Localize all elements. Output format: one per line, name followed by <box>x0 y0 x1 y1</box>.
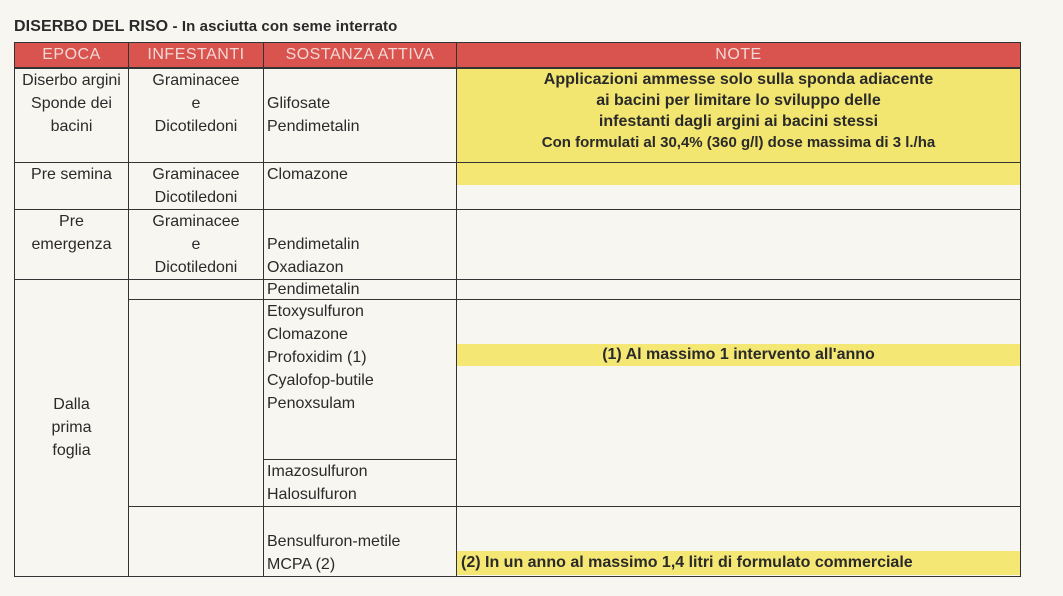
row-diserbo-argini <box>15 68 1021 162</box>
cell-epoca-r3 <box>15 209 129 279</box>
sostanza-line: Clomazone <box>267 165 348 183</box>
epoca-line: foglia <box>52 442 91 459</box>
cell-infestanti-r3 <box>129 209 264 279</box>
cell-note-r4a <box>457 279 1021 299</box>
cell-sostanza-r1 <box>264 68 457 162</box>
sostanza-line: Bensulfuron-metile <box>267 532 401 550</box>
sostanza-line: Etoxysulfuron <box>267 302 364 320</box>
cell-sostanza-r4a <box>264 279 457 299</box>
cell-infestanti-r4b <box>129 299 264 506</box>
document-title <box>14 18 397 36</box>
highlight-band <box>457 163 1020 185</box>
header-infestanti: INFESTANTI <box>129 43 264 69</box>
row-dalla-prima-foglia-1 <box>15 279 1021 299</box>
infestanti-line: e <box>191 95 201 112</box>
row-dalla-prima-foglia-4 <box>15 506 1021 576</box>
infestanti-line: Dicotiledoni <box>154 258 238 276</box>
title-main: DISERBO DEL RISO <box>14 18 169 35</box>
epoca-line: Sponde dei <box>31 95 112 112</box>
title-sub: - In asciutta con seme interrato <box>168 18 398 35</box>
row-pre-semina <box>15 162 1021 209</box>
sostanza-line: MCPA (2) <box>267 555 336 573</box>
infestanti-line: e <box>191 235 201 253</box>
note-line: infestanti dagli argini ai bacini stessi <box>598 113 879 130</box>
note-mcpa: (2) In un anno al massimo 1,4 litri di formulato commerciale <box>461 553 913 571</box>
infestanti-line: Graminacee <box>152 72 240 89</box>
herbicide-table <box>14 42 1021 577</box>
cell-infestanti-r2 <box>129 162 264 209</box>
sostanza-line: Pendimetalin <box>267 280 360 298</box>
sostanza-line: Oxadiazon <box>267 258 344 276</box>
epoca-line: prima <box>51 419 92 436</box>
sostanza-line: Cyalofop-butile <box>267 371 374 389</box>
epoca-line: emergenza <box>31 235 112 253</box>
cell-infestanti-r4d <box>129 506 264 576</box>
infestanti-line: Graminacee <box>152 212 240 230</box>
infestanti-line: Dicotiledoni <box>154 188 238 206</box>
cell-sostanza-r4d <box>264 506 457 576</box>
infestanti-line: Graminacee <box>152 165 240 183</box>
sostanza-line: Halosulfuron <box>267 485 357 503</box>
cell-sostanza-r3 <box>264 209 457 279</box>
sostanza-line: Pendimetalin <box>267 118 360 135</box>
epoca-line: bacini <box>50 118 93 135</box>
sostanza-line: Pendimetalin <box>267 235 360 253</box>
row-pre-emergenza <box>15 209 1021 279</box>
cell-note-r4b <box>457 299 1021 506</box>
header-note: NOTE <box>457 43 1021 69</box>
header-row <box>15 43 1021 69</box>
note-line: Con formulati al 30,4% (360 g/l) dose massima di 3 l./ha <box>541 134 936 151</box>
epoca-line: Dalla <box>53 396 90 413</box>
cell-epoca-r4 <box>15 279 129 576</box>
cell-note-r3 <box>457 209 1021 279</box>
note-line: Applicazioni ammesse solo sulla sponda adiacente <box>543 71 934 88</box>
note-profoxidim: (1) Al massimo 1 intervento all'anno <box>602 345 875 363</box>
sostanza-line: Profoxidim (1) <box>267 348 367 366</box>
infestanti-line: Dicotiledoni <box>154 118 238 135</box>
header-epoca: EPOCA <box>15 43 129 69</box>
epoca-line: Pre <box>59 212 84 230</box>
epoca-line: Diserbo argini <box>22 72 121 89</box>
cell-infestanti-r4a <box>129 279 264 299</box>
row-dalla-prima-foglia-2 <box>15 299 1021 459</box>
cell-epoca-r1 <box>15 68 129 162</box>
header-sostanza: SOSTANZA ATTIVA <box>264 43 457 69</box>
sostanza-line: Glifosate <box>267 95 331 112</box>
cell-note-r4d <box>457 506 1021 576</box>
cell-note-r2 <box>457 162 1021 209</box>
cell-infestanti-r1 <box>129 68 264 162</box>
cell-sostanza-r2 <box>264 162 457 209</box>
cell-epoca-r2: Pre semina <box>15 162 129 209</box>
sostanza-line: Imazosulfuron <box>267 462 368 480</box>
sostanza-line: Clomazone <box>267 325 348 343</box>
cell-sostanza-r4c <box>264 459 457 506</box>
cell-sostanza-r4b <box>264 299 457 459</box>
cell-note-r1 <box>457 68 1021 162</box>
note-line: ai bacini per limitare lo sviluppo delle <box>596 92 881 109</box>
sostanza-line: Penoxsulam <box>267 394 356 412</box>
